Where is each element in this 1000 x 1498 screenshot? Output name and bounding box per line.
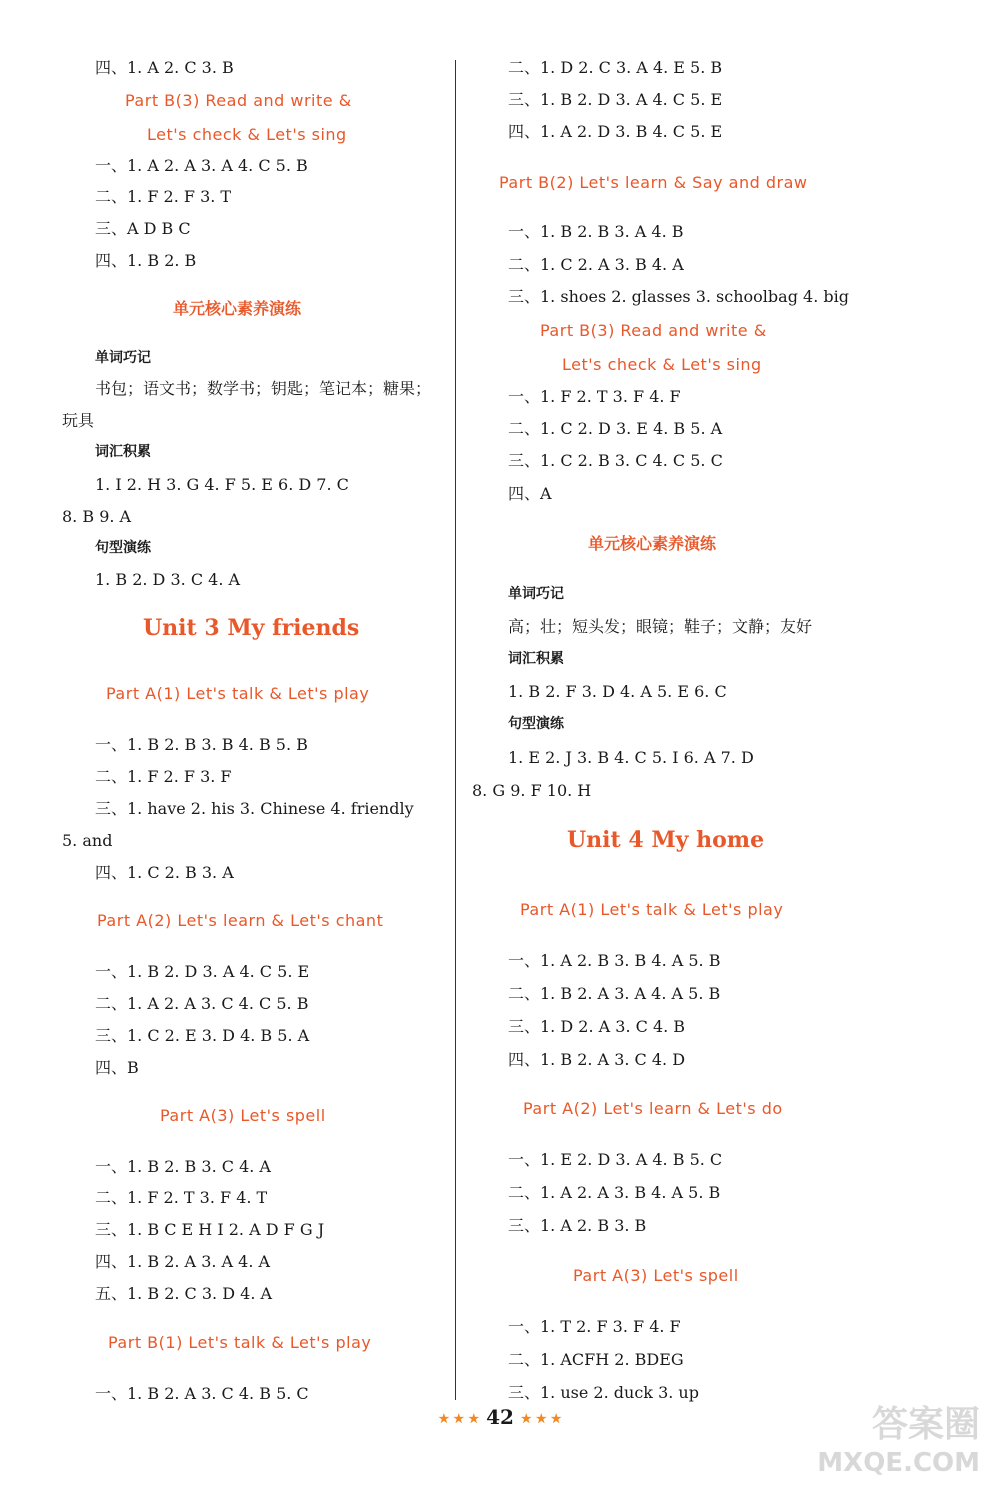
subheading-sentences: 句型演练 [95,540,151,556]
answer-line: 8. G 9. F 10. H [472,781,592,800]
section-heading: Part A(1) Let's talk & Let's play [106,684,370,703]
star-icon: ★ ★ ★ [438,1411,480,1426]
answer-line: 三、1. use 2. duck 3. up [508,1383,699,1402]
answer-line: 二、1. F 2. F 3. F [95,767,232,786]
subheading-words: 单词巧记 [508,586,564,602]
answer-line: 四、1. A 2. C 3. B [95,58,234,77]
answer-line: 三、1. B 2. D 3. A 4. C 5. E [508,90,723,109]
answer-line: 三、1. B C E H I 2. A D F G J [95,1220,325,1239]
answer-line: 三、1. C 2. E 3. D 4. B 5. A [95,1026,310,1045]
answer-line: 四、1. B 2. B [95,251,197,270]
answer-line: 二、1. A 2. A 3. B 4. A 5. B [508,1183,721,1202]
answer-line: 二、1. D 2. C 3. A 4. E 5. B [508,58,723,77]
star-icon: ★ ★ ★ [520,1411,562,1426]
section-heading: Part A(2) Let's learn & Let's chant [97,911,384,930]
answer-line: 高；壮；短头发；眼镜；鞋子；文静；友好 [508,617,813,636]
core-practice-heading: 单元核心素养演练 [173,299,302,318]
answer-line: 1. B 2. D 3. C 4. A [95,570,241,589]
answer-line: 三、1. C 2. B 3. C 4. C 5. C [508,451,723,470]
answer-line: 一、1. B 2. B 3. A 4. B [508,222,684,241]
subheading-vocab: 词汇积累 [95,444,151,460]
answer-line: 四、1. B 2. A 3. C 4. D [508,1050,686,1069]
subheading-vocab: 词汇积累 [508,651,564,667]
answer-line: 一、1. E 2. D 3. A 4. B 5. C [508,1150,723,1169]
watermark-logo: 答案圈 [871,1404,980,1445]
answer-line: 三、A D B C [95,219,191,238]
answer-line: 玩具 [62,411,95,430]
section-heading: Part A(3) Let's spell [160,1106,326,1125]
section-heading: Part B(3) Read and write & [540,321,767,340]
section-heading: Part A(2) Let's learn & Let's do [523,1099,783,1118]
answer-line: 二、1. F 2. F 3. T [95,187,232,206]
answer-line: 一、1. B 2. D 3. A 4. C 5. E [95,962,310,981]
answer-line: 三、1. D 2. A 3. C 4. B [508,1017,686,1036]
unit-title: Unit 4 My home [567,827,765,853]
subheading-words: 单词巧记 [95,350,151,366]
column-divider [455,60,456,1400]
answer-line: 二、1. C 2. A 3. B 4. A [508,255,684,274]
answer-line: 四、1. C 2. B 3. A [95,863,234,882]
subheading-sentences: 句型演练 [508,716,564,732]
answer-line: 一、1. B 2. B 3. B 4. B 5. B [95,735,308,754]
answer-line: 一、1. A 2. A 3. A 4. C 5. B [95,156,308,175]
answer-line: 1. B 2. F 3. D 4. A 5. E 6. C [508,682,727,701]
answer-line: 书包；语文书；数学书；钥匙；笔记本；糖果； [95,379,432,398]
answer-line: 二、1. B 2. A 3. A 4. A 5. B [508,984,721,1003]
page-footer [0,1405,1000,1429]
answer-line: 一、1. T 2. F 3. F 4. F [508,1317,681,1336]
answer-line: 四、B [95,1058,139,1077]
answer-line: 二、1. F 2. T 3. F 4. T [95,1188,268,1207]
answer-line: 三、1. shoes 2. glasses 3. schoolbag 4. big [508,287,849,306]
section-heading-cont: Let's check & Let's sing [562,355,762,374]
answer-line: 二、1. C 2. D 3. E 4. B 5. A [508,419,723,438]
watermark-url: MXQE.COM [817,1448,980,1478]
answer-line: 四、1. B 2. A 3. A 4. A [95,1252,271,1271]
answer-line: 四、1. A 2. D 3. B 4. C 5. E [508,122,723,141]
answer-line: 1. E 2. J 3. B 4. C 5. I 6. A 7. D [508,748,754,767]
section-heading: Part B(3) Read and write & [125,91,352,110]
answer-line: 5. and [62,831,113,850]
section-heading: Part A(3) Let's spell [573,1266,739,1285]
core-practice-heading: 单元核心素养演练 [588,534,717,553]
section-heading: Part A(1) Let's talk & Let's play [520,900,784,919]
answer-line: 三、1. have 2. his 3. Chinese 4. friendly [95,799,414,818]
answer-line: 二、1. ACFH 2. BDEG [508,1350,684,1369]
answer-line: 五、1. B 2. C 3. D 4. A [95,1284,273,1303]
section-heading: Part B(1) Let's talk & Let's play [108,1333,372,1352]
answer-line: 1. I 2. H 3. G 4. F 5. E 6. D 7. C [95,475,349,494]
answer-line: 一、1. A 2. B 3. B 4. A 5. B [508,951,721,970]
section-heading: Part B(2) Let's learn & Say and draw [499,173,808,192]
answer-line: 三、1. A 2. B 3. B [508,1216,647,1235]
answer-line: 8. B 9. A [62,507,132,526]
unit-title: Unit 3 My friends [143,615,360,641]
answer-line: 四、A [508,484,552,503]
answer-line: 一、1. B 2. B 3. C 4. A [95,1157,271,1176]
answer-line: 一、1. F 2. T 3. F 4. F [508,387,681,406]
answer-line: 二、1. A 2. A 3. C 4. C 5. B [95,994,309,1013]
page-number: 42 [486,1405,514,1429]
section-heading-cont: Let's check & Let's sing [147,125,347,144]
answer-line: 一、1. B 2. A 3. C 4. B 5. C [95,1384,309,1403]
